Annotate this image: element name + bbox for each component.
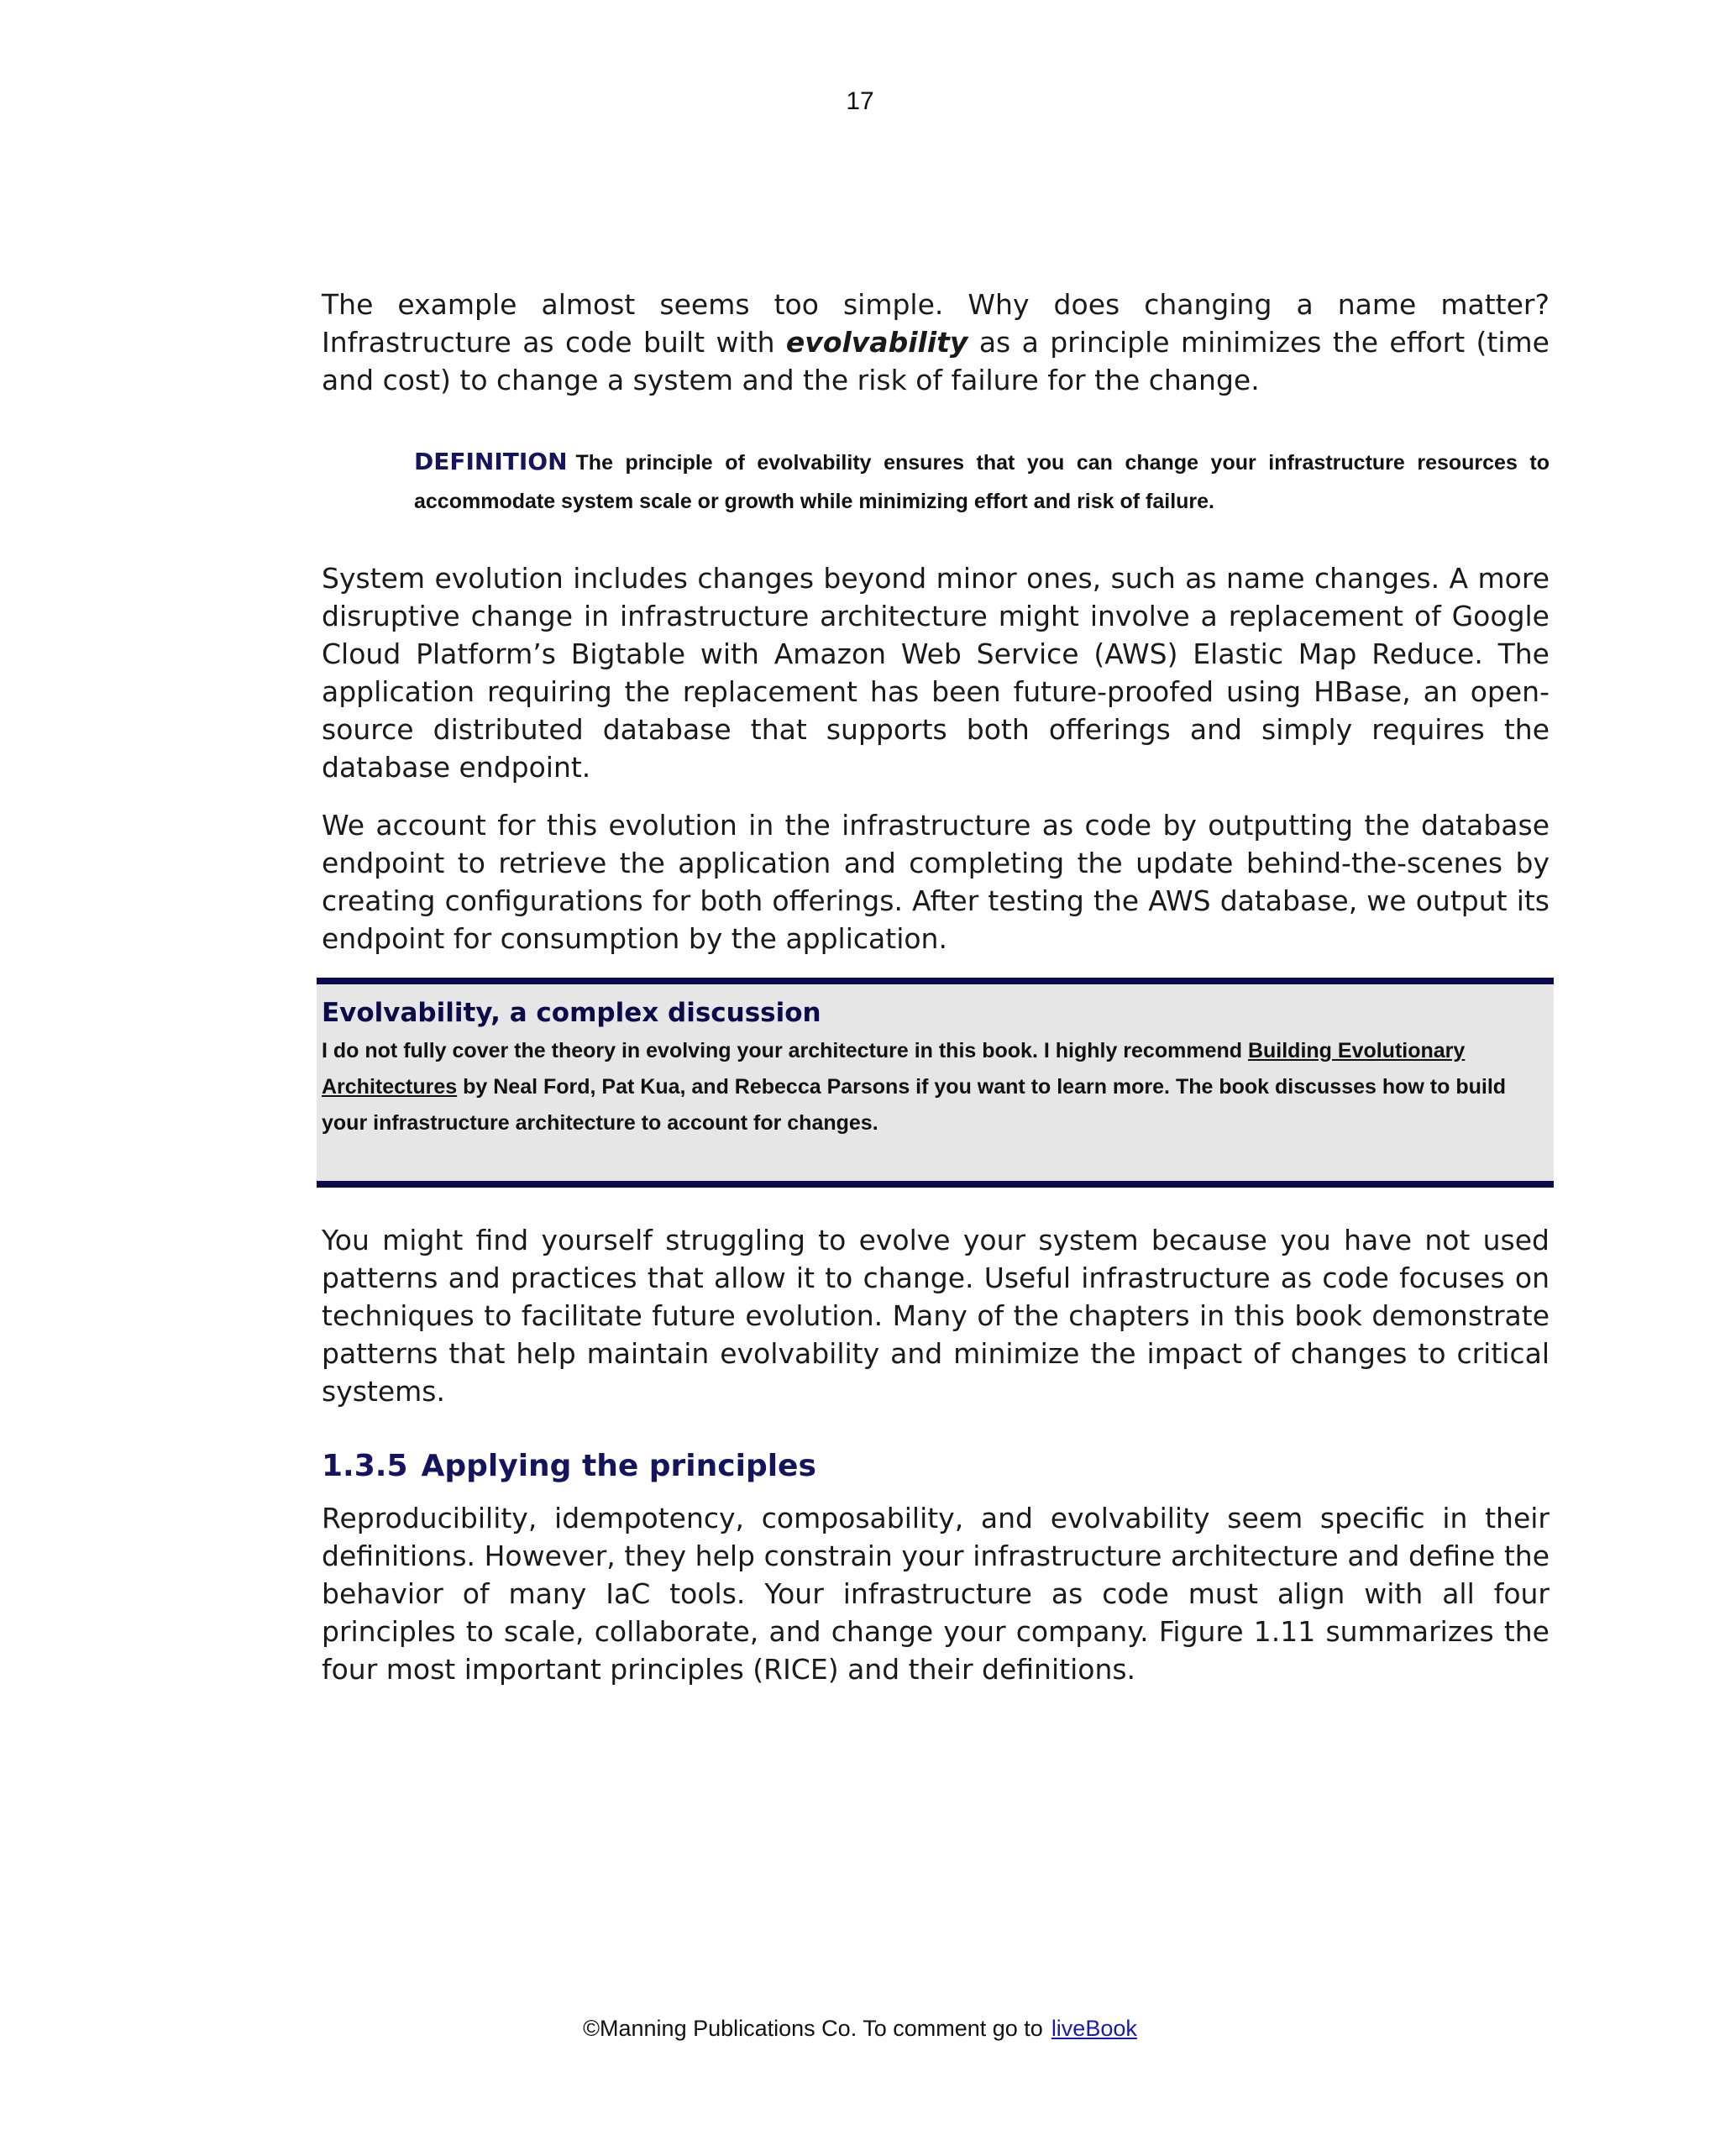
- livebook-link[interactable]: liveBook: [1051, 2016, 1137, 2041]
- book-link[interactable]: Building Evolutionary Architectures: [322, 1039, 1466, 1099]
- footer-text: ©Manning Publications Co. To comment go to: [583, 2016, 1043, 2041]
- paragraph-account-evolution: We account for this evolution in the infrastructure as code by outputting the database endpoint to retrieve the application and completing the update behind-the-scenes by creating configurations for both offerings. After testing the AWS database, we output its endpoint for consumption by the application.: [322, 809, 1550, 955]
- paragraph-applying-principles: Reproducibility, idempotency, composability, and evolvability seem specific in their definitions. However, they help constrain your infrastructure architecture and define the behavior of many IaC tools. Your infrastructure as code must align with all four principles to scale, collaborate, and change your company. Figure 1.11 summarizes the four most important principles (RICE) and their definitions.: [322, 1502, 1550, 1686]
- main-content-continued: [322, 1221, 1550, 1688]
- paragraph-struggling-evolve: You might find yourself struggling to evolve your system because you have not used patterns and practices that allow it to change. Useful infrastructure as code focuses on techniques to facilitate future evolution. Many of the chapters in this book demonstrate patterns that help maintain evolvability and minimize the impact of changes to critical systems.: [322, 1224, 1550, 1408]
- sidebar-text: by Neal Ford, Pat Kua, and Rebecca Parsons if you want to learn more. The book discusses how to build your infrastructure architecture to account for changes.: [322, 1075, 1507, 1135]
- page-number: 17: [846, 87, 874, 115]
- sidebar-title: Evolvability, a complex discussion: [322, 998, 821, 1028]
- footer: [0, 2016, 1720, 2042]
- paragraph-text: The example almost seems too simple. Why does changing a name matter? Infrastructure as code built with: [322, 288, 1550, 359]
- emphasis-term: evolvability: [785, 326, 968, 359]
- paragraph-evolvability-intro: [322, 286, 1550, 399]
- main-content: [322, 286, 1550, 957]
- section-title: Applying the principles: [421, 1449, 816, 1483]
- paragraph-system-evolution: System evolution includes changes beyond minor ones, such as name changes. A more disruptive change in infrastructure architecture might involve a replacement of Google Cloud Platform’s Bigtable with Amazon Web Service (AWS) Elastic Map Reduce. The application requiring the replacement has been future-proofed using HBase, an open-source distributed database that supports both offerings and simply requires the database endpoint.: [322, 562, 1550, 784]
- definition-box: [414, 443, 1550, 521]
- sidebar-body: [322, 1033, 1549, 1141]
- paragraph-text: as a principle minimizes the effort (time and cost) to change a system and the risk of failure for the change.: [322, 326, 1550, 396]
- section-heading: [322, 1445, 1550, 1487]
- definition-text: The principle of evolvability ensures that you can change your infrastructure resources to accommodate system scale or growth while minimizing effort and risk of failure.: [414, 451, 1550, 513]
- sidebar-note: [317, 978, 1554, 1188]
- definition-label: DEFINITION: [414, 448, 568, 475]
- sidebar-text: I do not fully cover the theory in evolving your architecture in this book. I highly recommend: [322, 1039, 1248, 1062]
- section-number: 1.3.5: [322, 1449, 408, 1483]
